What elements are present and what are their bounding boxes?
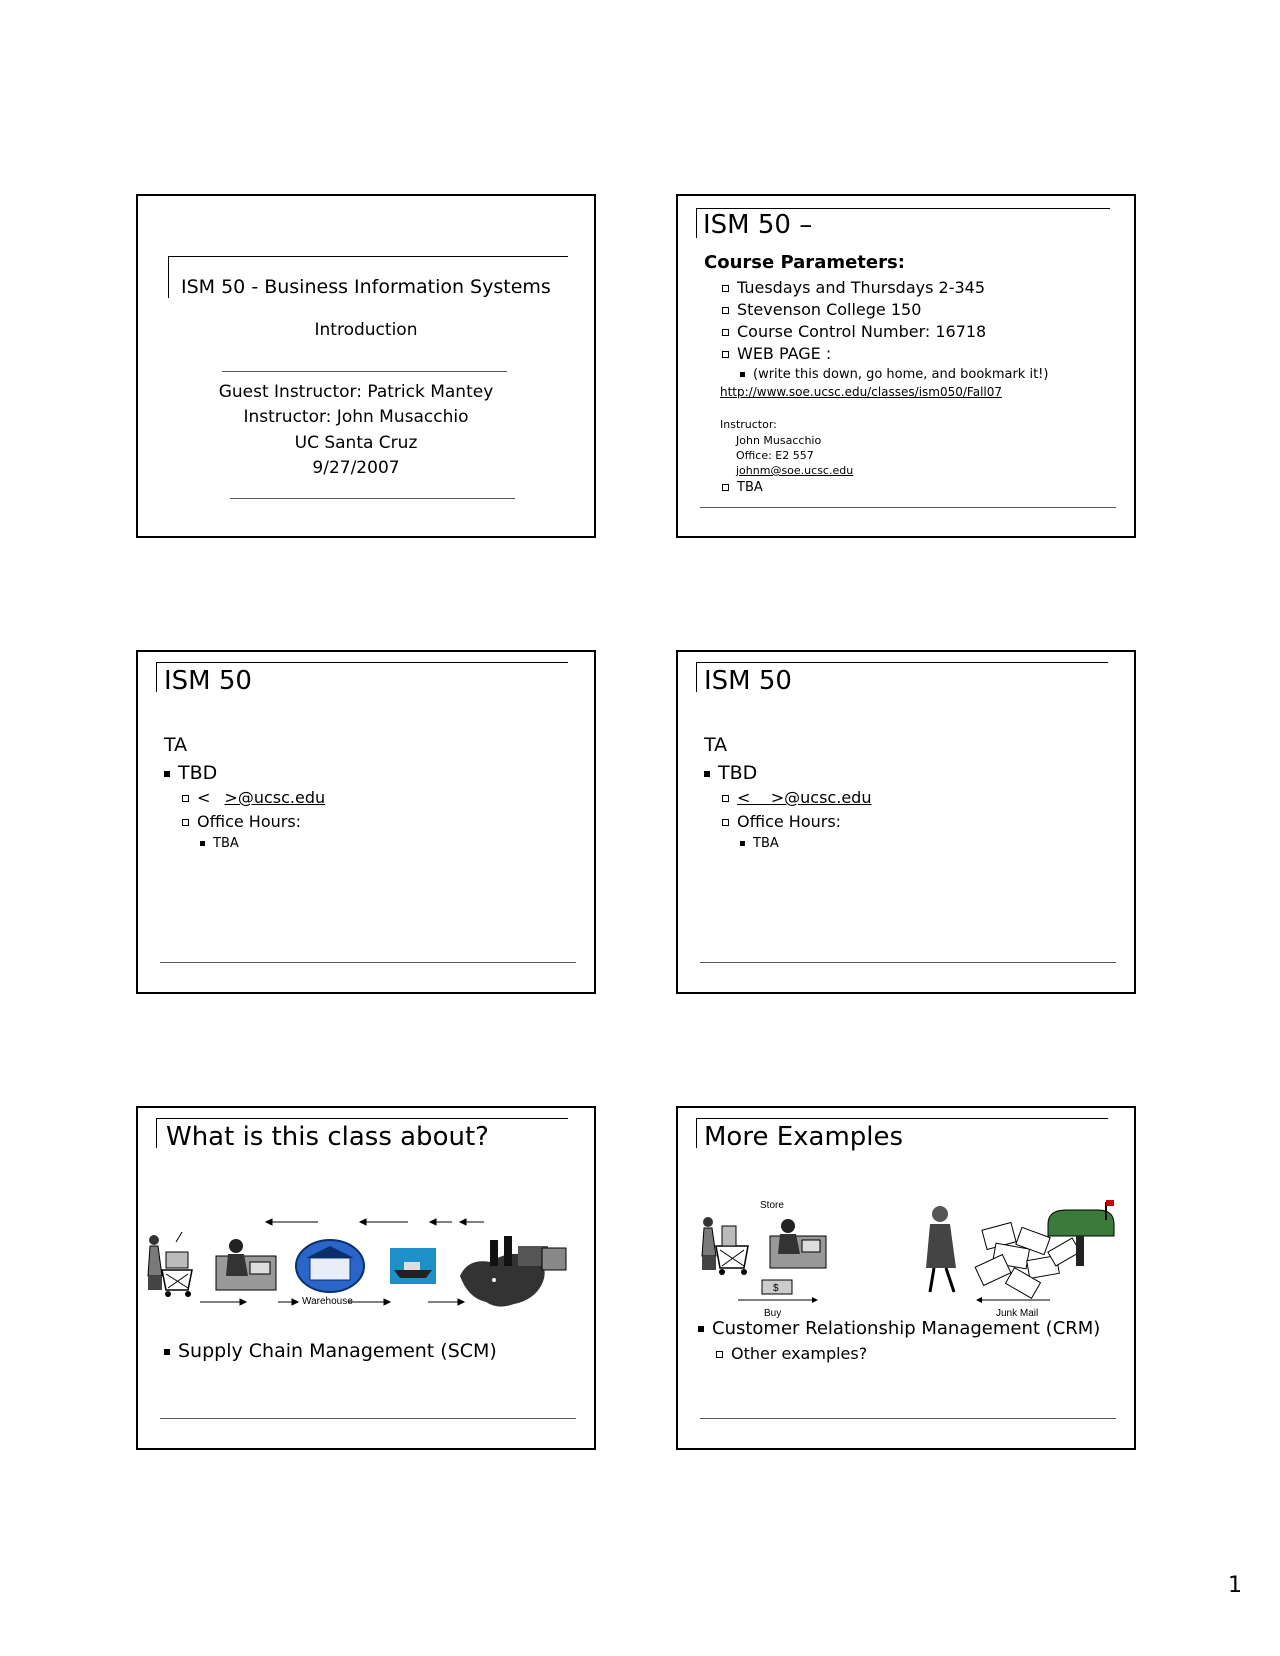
office: Office: E2 557 [736, 449, 814, 462]
warehouse-icon [296, 1240, 364, 1292]
tba-text: TBA [213, 836, 239, 851]
divider [230, 498, 515, 499]
course-parameters-heading: Course Parameters: [704, 252, 905, 273]
ta-email-item [182, 788, 325, 807]
woman-icon [926, 1206, 956, 1292]
scm-text: Supply Chain Management (SCM) [178, 1340, 497, 1362]
buy-label: Buy [764, 1308, 782, 1319]
tba-item [740, 836, 779, 851]
param-item [722, 278, 985, 297]
bullet-icon [722, 484, 729, 491]
ta-email-link[interactable]: < >@ucsc.edu [737, 788, 872, 807]
office-hours-item [182, 812, 301, 831]
arrow-left-icon [976, 1297, 982, 1303]
shopper-icon [148, 1232, 192, 1297]
crm-bullet [698, 1318, 1100, 1339]
title-rule [156, 662, 157, 692]
title-rule [168, 256, 568, 257]
bullet-icon [698, 1326, 704, 1332]
ship-icon [390, 1248, 436, 1284]
flow-arrows-top [266, 1219, 484, 1225]
title-rule [156, 1118, 568, 1119]
bullet-icon [722, 329, 729, 336]
bullet-icon [740, 841, 745, 846]
page-number: 1 [1228, 1573, 1242, 1598]
divider [700, 507, 1116, 508]
dollar-label: $ [773, 1283, 779, 1294]
other-examples-text: Other examples? [731, 1344, 868, 1363]
office-hours-item [722, 812, 841, 831]
tbd-text: TBD [178, 762, 218, 784]
email-prefix: < [197, 788, 211, 807]
param-item-text: WEB PAGE : [737, 344, 832, 363]
web-page-note-text: (write this down, go home, and bookmark it!) [753, 367, 1049, 382]
bullet-icon [740, 372, 745, 377]
bullet-icon [182, 795, 189, 802]
slide-3 [136, 650, 596, 994]
title-rule [696, 662, 1108, 663]
cashier-icon [770, 1219, 826, 1268]
slide-2 [676, 194, 1136, 538]
title-rule [156, 662, 568, 663]
scm-bullet [164, 1340, 497, 1362]
param-item-text: Stevenson College 150 [737, 300, 922, 319]
param-item [722, 322, 986, 341]
slide-6-title: More Examples [704, 1122, 904, 1152]
tba-text: TBA [753, 836, 779, 851]
divider [700, 1418, 1116, 1419]
bullet-icon [722, 285, 729, 292]
slide-1-subtitle: Introduction [314, 320, 418, 340]
title-rule [168, 256, 169, 298]
param-item-text: Course Control Number: 16718 [737, 322, 987, 341]
bullet-icon [716, 1351, 723, 1358]
bullet-icon [722, 819, 729, 826]
tba-item [200, 836, 239, 851]
school: UC Santa Cruz [294, 433, 418, 453]
tbd-item [704, 762, 757, 784]
junk-mail-label: Junk Mail [996, 1308, 1039, 1319]
divider [160, 1418, 576, 1419]
bullet-icon [200, 841, 205, 846]
office-hours-text: Office Hours: [197, 812, 302, 831]
title-rule [696, 1118, 697, 1148]
tbd-text: TBD [718, 762, 758, 784]
bullet-icon [722, 351, 729, 358]
divider [160, 962, 576, 963]
guest-instructor: Guest Instructor: Patrick Mantey [218, 382, 494, 402]
slide-1 [136, 194, 596, 538]
factory-china-icon [460, 1236, 566, 1307]
ta-email-link[interactable]: >@ucsc.edu [224, 788, 326, 807]
instructor: Instructor: John Musacchio [243, 407, 469, 427]
ta-email-item [722, 788, 871, 807]
bullet-icon [704, 771, 710, 777]
slide-6 [676, 1106, 1136, 1450]
tbd-item [164, 762, 217, 784]
slide-3-title: ISM 50 [164, 666, 252, 696]
date: 9/27/2007 [312, 458, 400, 478]
supply-chain-diagram [138, 1218, 594, 1348]
slide-5 [136, 1106, 596, 1450]
title-rule [696, 662, 697, 692]
param-item [722, 344, 831, 363]
email-link[interactable]: johnm@soe.ucsc.edu [736, 464, 854, 477]
warehouse-label: Warehouse [302, 1296, 353, 1307]
param-item [722, 300, 921, 319]
instructor-label: Instructor: [720, 418, 777, 431]
bullet-icon [722, 795, 729, 802]
slide-5-title: What is this class about? [166, 1122, 489, 1152]
crm-diagram [678, 1196, 1134, 1336]
divider [222, 371, 507, 372]
tba-item [722, 480, 763, 495]
ta-label: TA [164, 734, 188, 756]
other-examples-item [716, 1344, 867, 1363]
store-label: Store [760, 1200, 784, 1211]
bullet-icon [722, 307, 729, 314]
bullet-icon [164, 771, 170, 777]
web-page-note [740, 367, 1048, 382]
office-hours-text: Office Hours: [737, 812, 842, 831]
cashier-icon [216, 1239, 276, 1290]
title-rule [696, 208, 1110, 209]
ta-label: TA [704, 734, 728, 756]
title-rule [696, 208, 697, 238]
tba-text: TBA [737, 480, 763, 495]
param-item-text: Tuesdays and Thursdays 2-345 [737, 278, 986, 297]
title-rule [156, 1118, 157, 1148]
instructor-name: John Musacchio [736, 434, 822, 447]
course-url-link[interactable]: http://www.soe.ucsc.edu/classes/ism050/Fall07 [720, 385, 1003, 399]
slide-4-title: ISM 50 [704, 666, 792, 696]
bullet-icon [164, 1349, 170, 1355]
title-rule [696, 1118, 1108, 1119]
slide-4 [676, 650, 1136, 994]
slide-1-title: ISM 50 - Business Information Systems [181, 276, 551, 298]
crm-text: Customer Relationship Management (CRM) [712, 1318, 1101, 1339]
arrow-right-icon [812, 1297, 818, 1303]
divider [700, 962, 1116, 963]
bullet-icon [182, 819, 189, 826]
shopper-icon [702, 1217, 748, 1275]
slide-2-title: ISM 50 – [703, 210, 813, 240]
